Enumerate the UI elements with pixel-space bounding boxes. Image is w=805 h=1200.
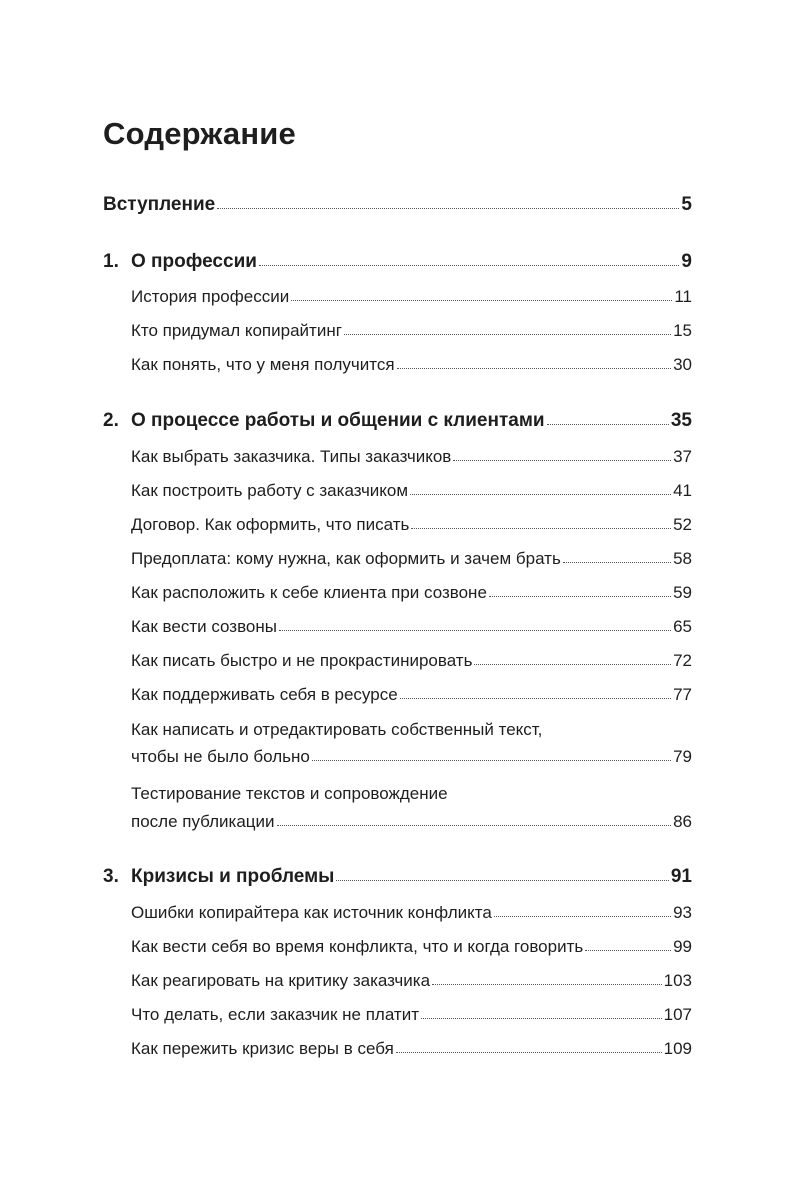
- toc-item[interactable]: [131, 971, 692, 991]
- toc-item-title: после публикации: [131, 812, 275, 831]
- toc-item-page: 11: [674, 287, 692, 306]
- toc-item[interactable]: [131, 481, 692, 501]
- toc-item-page: 86: [673, 812, 692, 831]
- toc-item-title: Договор. Как оформить, что писать: [131, 515, 410, 534]
- toc-item-title: Как реагировать на критику заказчика: [131, 971, 431, 990]
- toc-item-title: Как вести себя во время конфликта, что и когда говорить: [131, 937, 584, 956]
- toc-item[interactable]: [131, 583, 692, 603]
- dot-leader: [421, 1018, 662, 1019]
- toc-item-page: 59: [673, 583, 692, 602]
- section-number: 2.: [103, 410, 119, 431]
- section-page: 9: [681, 251, 692, 272]
- dot-leader: [563, 562, 671, 563]
- page-title: Содержание: [103, 116, 296, 151]
- toc-item[interactable]: [131, 812, 692, 832]
- dot-leader: [585, 950, 671, 951]
- toc-item[interactable]: [131, 287, 692, 307]
- toc-section-2[interactable]: [103, 410, 692, 432]
- toc-item-title-line1: Как написать и отредактировать собственный текст,: [131, 720, 543, 739]
- toc-item-title: Ошибки копирайтера как источник конфликта: [131, 903, 492, 922]
- toc-item[interactable]: [131, 903, 692, 923]
- toc-entry-title: Вступление: [103, 194, 216, 215]
- toc-item-page: 72: [673, 651, 692, 670]
- dot-leader: [547, 424, 669, 425]
- toc-item-page: 103: [663, 971, 692, 990]
- toc-section-3[interactable]: [103, 866, 692, 888]
- dot-leader: [279, 630, 671, 631]
- toc-item-title: История профессии: [131, 287, 290, 306]
- dot-leader: [474, 664, 671, 665]
- dot-leader: [400, 698, 671, 699]
- toc-entry-page: 5: [681, 194, 692, 215]
- toc-item[interactable]: [131, 515, 692, 535]
- section-number: 1.: [103, 251, 119, 272]
- section-title: Кризисы и проблемы: [131, 866, 335, 887]
- toc-item-page: 52: [673, 515, 692, 534]
- toc-item-page: 107: [663, 1005, 692, 1024]
- dot-leader: [396, 1052, 662, 1053]
- toc-item-page: 58: [673, 549, 692, 568]
- dot-leader: [277, 825, 672, 826]
- dot-leader: [411, 528, 671, 529]
- toc-item-title: Предоплата: кому нужна, как оформить и зачем брать: [131, 549, 561, 568]
- toc-item-title: Как вести созвоны: [131, 617, 277, 636]
- dot-leader: [291, 300, 672, 301]
- toc-item-title: Как понять, что у меня получится: [131, 355, 395, 374]
- dot-leader: [336, 880, 668, 881]
- toc-item-title-line1: Тестирование текстов и сопровождение: [131, 784, 448, 803]
- dot-leader: [432, 984, 662, 985]
- dot-leader: [217, 208, 679, 209]
- dot-leader: [312, 760, 671, 761]
- section-page: 35: [670, 410, 692, 431]
- toc-item-title: чтобы не было больно: [131, 747, 310, 766]
- toc-item-page: 30: [673, 355, 692, 374]
- toc-item-title: Что делать, если заказчик не платит: [131, 1005, 420, 1024]
- toc-item-page: 99: [673, 937, 692, 956]
- toc-item[interactable]: [131, 747, 692, 767]
- toc-item-title: Как пережить кризис веры в себя: [131, 1039, 394, 1058]
- toc-item-page: 15: [673, 321, 692, 340]
- toc-item[interactable]: [131, 937, 692, 957]
- toc-item[interactable]: [131, 1005, 692, 1025]
- toc-item-page: 109: [663, 1039, 692, 1058]
- section-number: 3.: [103, 866, 119, 887]
- toc-item[interactable]: [131, 685, 692, 705]
- toc-item-title: Как расположить к себе клиента при созвоне: [131, 583, 487, 602]
- toc-item[interactable]: [131, 447, 692, 467]
- toc-item-title: Как построить работу с заказчиком: [131, 481, 409, 500]
- toc-item[interactable]: [131, 321, 692, 341]
- dot-leader: [397, 368, 672, 369]
- toc-item-title: Как выбрать заказчика. Типы заказчиков: [131, 447, 452, 466]
- toc-item-title: Кто придумал копирайтинг: [131, 321, 342, 340]
- section-page: 91: [670, 866, 692, 887]
- section-title: О процессе работы и общении с клиентами: [131, 410, 545, 431]
- dot-leader: [489, 596, 671, 597]
- toc-item-page: 79: [673, 747, 692, 766]
- toc-item-page: 77: [673, 685, 692, 704]
- toc-item[interactable]: [131, 1039, 692, 1059]
- toc-item-page: 93: [673, 903, 692, 922]
- dot-leader: [410, 494, 671, 495]
- toc-item-page: 65: [673, 617, 692, 636]
- toc-item[interactable]: [131, 617, 692, 637]
- toc-entry-intro[interactable]: [103, 194, 692, 216]
- toc-item[interactable]: [131, 549, 692, 569]
- dot-leader: [259, 265, 679, 266]
- dot-leader: [494, 916, 671, 917]
- toc-item-title: Как писать быстро и не прокрастинировать: [131, 651, 473, 670]
- dot-leader: [344, 334, 671, 335]
- section-title: О профессии: [131, 251, 257, 272]
- toc-item-title: Как поддерживать себя в ресурсе: [131, 685, 398, 704]
- toc-item-page: 41: [673, 481, 692, 500]
- toc-item[interactable]: [131, 355, 692, 375]
- dot-leader: [453, 460, 671, 461]
- toc-item-page: 37: [673, 447, 692, 466]
- toc-section-1[interactable]: [103, 251, 692, 273]
- toc-item[interactable]: [131, 651, 692, 671]
